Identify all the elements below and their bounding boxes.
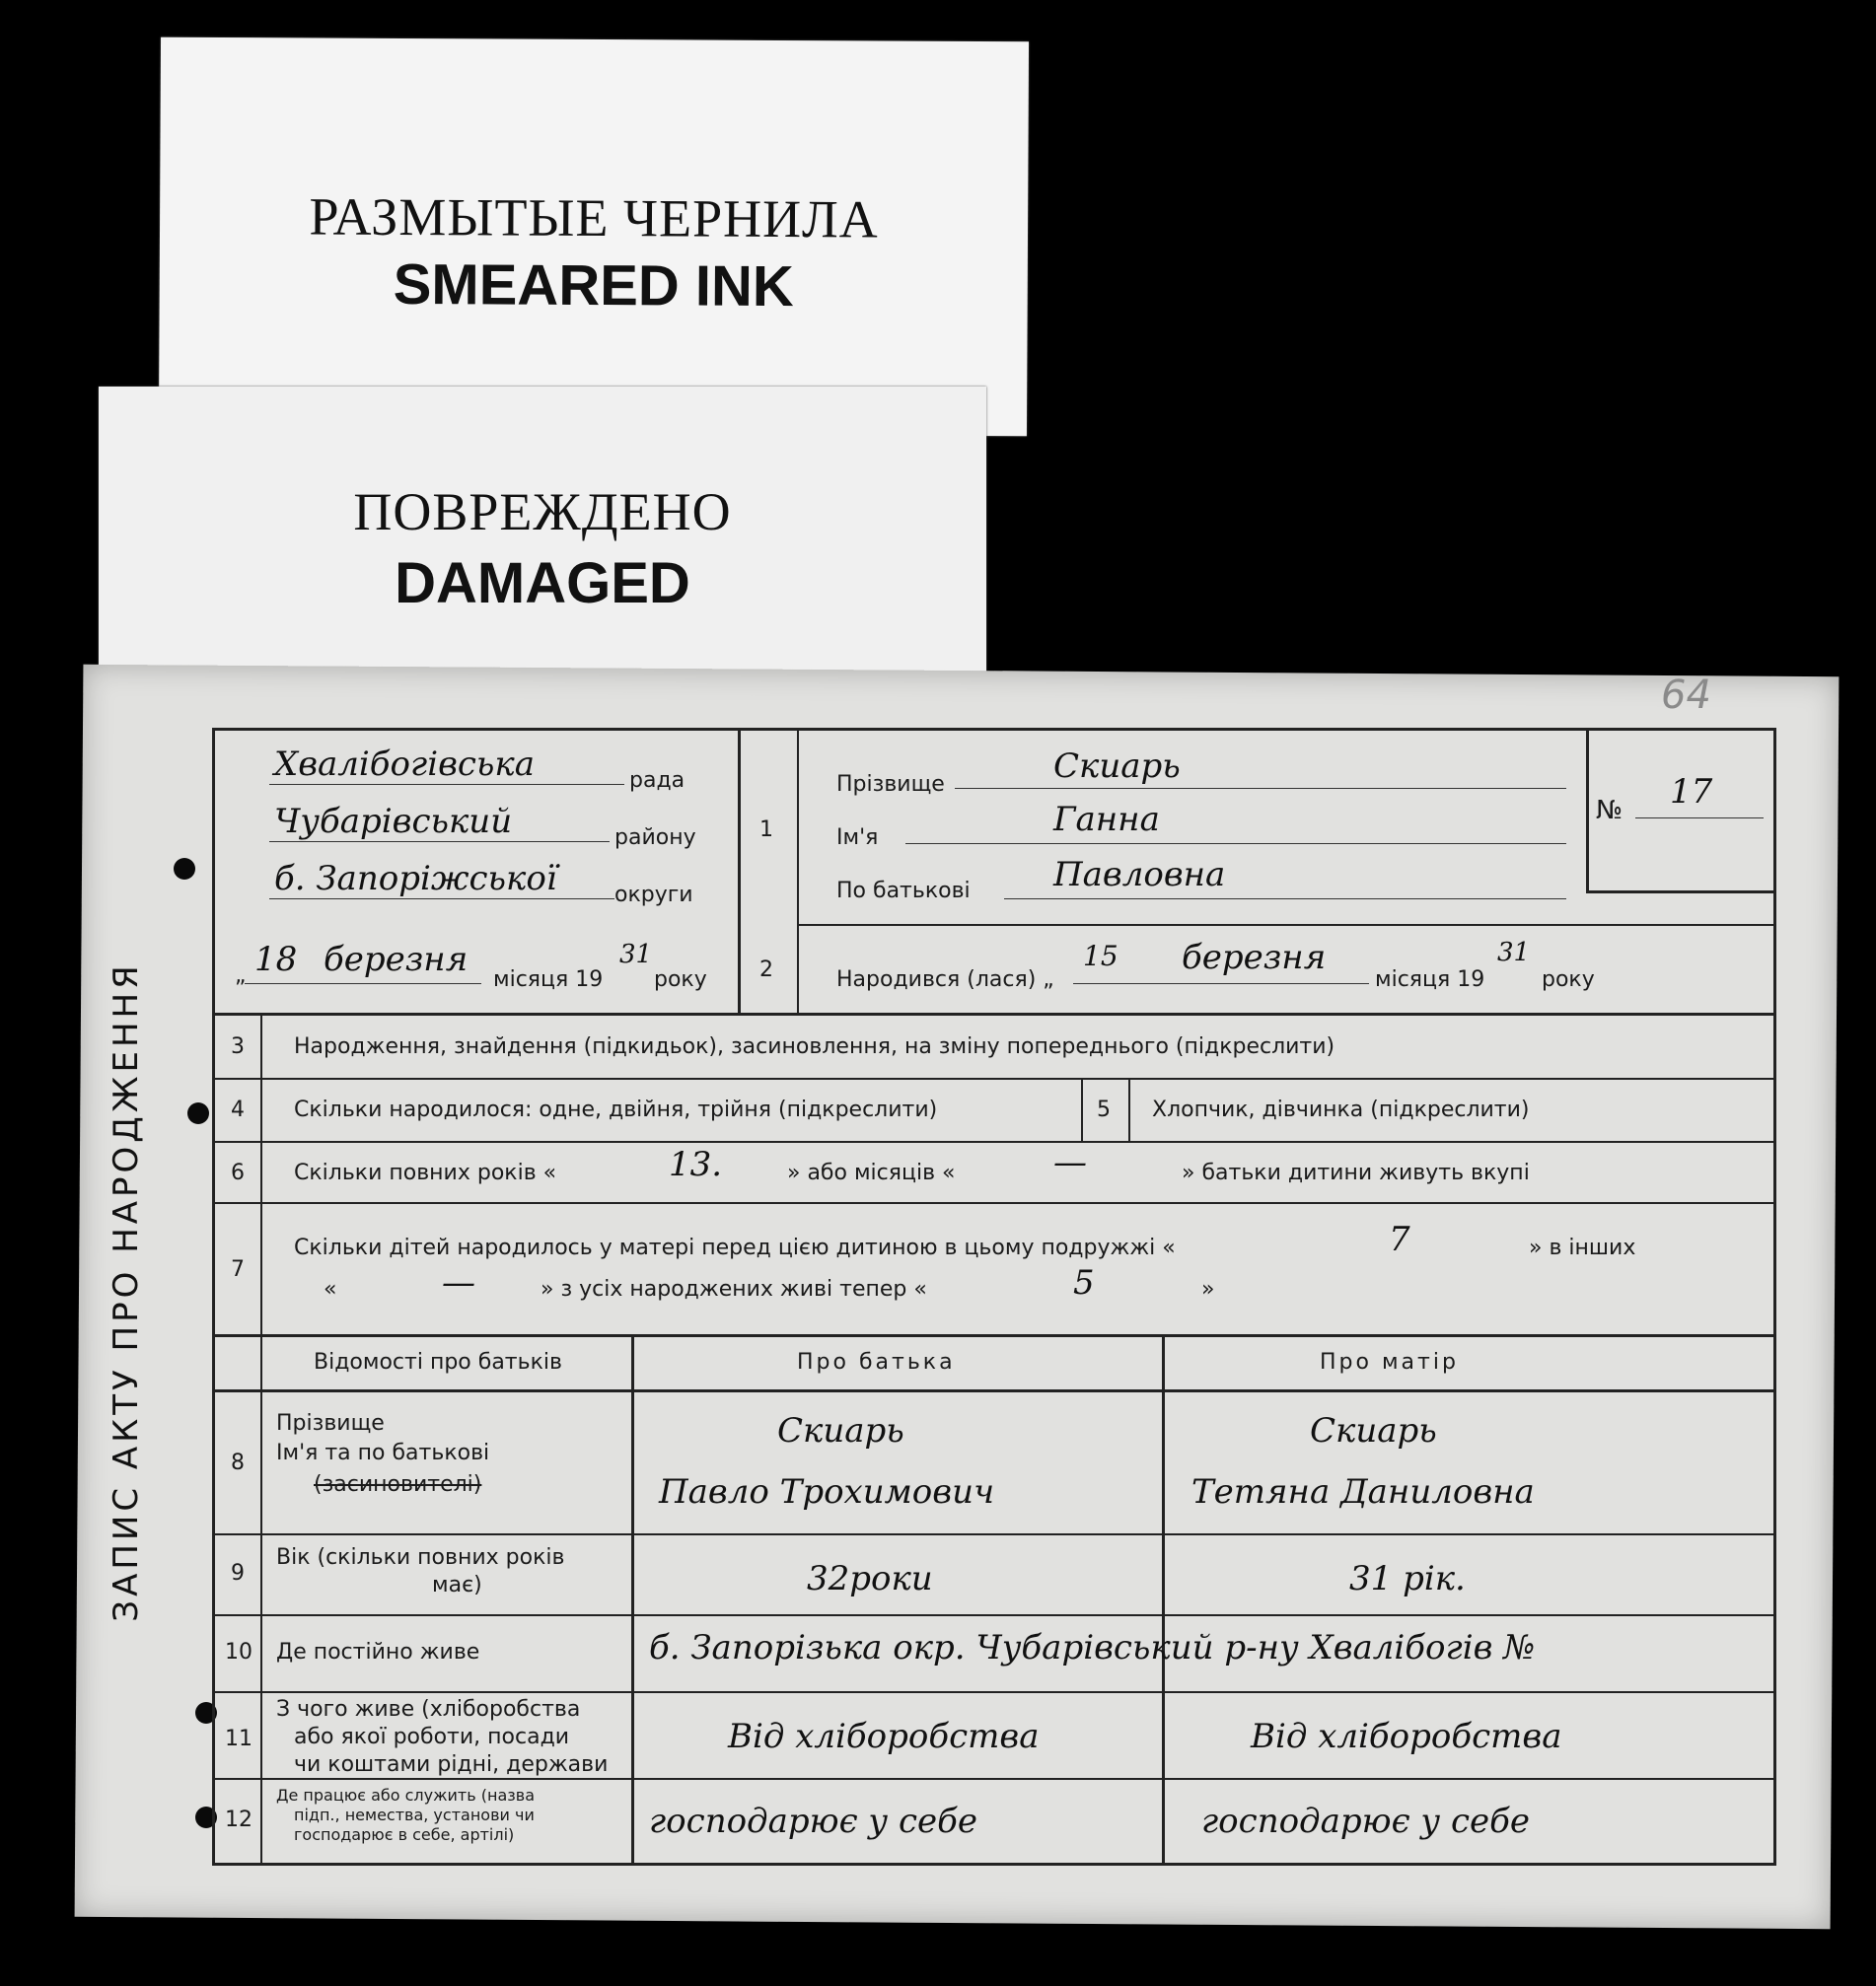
form-side-title: ЗАПИС АКТУ ПРО НАРОДЖЕННЯ	[107, 961, 146, 1622]
table-line	[215, 1389, 1773, 1392]
table-line	[215, 1691, 1773, 1693]
table-line	[1128, 1078, 1130, 1141]
table-line	[215, 1202, 1773, 1204]
row8-label-surname: Прізвище	[276, 1411, 385, 1436]
row-number-4: 4	[231, 1098, 245, 1122]
damaged-russian-text: ПОВРЕЖДЕНО	[353, 482, 732, 541]
record-number-label: №	[1596, 796, 1623, 825]
row11-label-1: З чого живе (хліборобства	[276, 1697, 581, 1722]
mother-column-header: Про матір	[1320, 1350, 1459, 1375]
months-together-value: —	[1053, 1143, 1087, 1182]
patronymic-value: Павловна	[1053, 855, 1226, 894]
father-income: Від хліборобства	[728, 1717, 1040, 1756]
underline	[269, 898, 614, 899]
patronymic-label: По батькові	[836, 879, 971, 903]
name-label: Ім'я	[836, 825, 879, 850]
name-value: Ганна	[1053, 800, 1160, 839]
table-line	[1586, 890, 1773, 893]
row-number-5: 5	[1097, 1098, 1111, 1122]
okruha-label: округи	[614, 883, 693, 907]
children-in-marriage-value: 7	[1389, 1220, 1410, 1259]
rada-label: рада	[629, 768, 685, 793]
underline	[905, 843, 1566, 844]
children-count-label: Скільки дітей народилось у матері перед цією дитиною в цьому подружжі «	[294, 1236, 1176, 1260]
table-line	[631, 1334, 634, 1863]
record-year-label: року	[654, 967, 707, 992]
alive-close-quote: »	[1201, 1277, 1215, 1302]
mother-name: Тетяна Даниловна	[1191, 1472, 1535, 1512]
row-number-7: 7	[231, 1257, 245, 1282]
children-alive-label: » з усіх народжених живі тепер «	[541, 1277, 927, 1302]
table-line	[1162, 1334, 1165, 1863]
smeared-ink-russian-text: РАЗМЫТЫЕ ЧЕРНИЛА	[309, 186, 879, 249]
surname-label: Прізвище	[836, 772, 945, 797]
years-together-value: 13.	[669, 1145, 723, 1184]
parents-info-header: Відомості про батьків	[314, 1350, 562, 1375]
parents-live-together-label: » батьки дитини живуть вкупі	[1182, 1161, 1530, 1185]
born-year: 31	[1497, 938, 1531, 967]
born-label: Народився (лася) „	[836, 967, 1054, 992]
row-number-11: 11	[225, 1727, 253, 1751]
children-alive-value: 5	[1073, 1263, 1095, 1303]
born-year-label: року	[1542, 967, 1595, 992]
row8-label-adopters: (засиновителі)	[314, 1472, 482, 1497]
mother-surname: Скиарь	[1310, 1411, 1437, 1451]
born-month: березня	[1182, 938, 1327, 977]
raion-label: району	[614, 825, 696, 850]
page-number: 64	[1661, 673, 1711, 718]
table-line	[215, 1141, 1773, 1143]
births-count-options: Скільки народилося: одне, двійня, трійня (підкреслити)	[294, 1098, 938, 1122]
table-line	[215, 1078, 1773, 1080]
smeared-ink-label-card	[159, 37, 1029, 437]
born-month-label: місяця 19	[1375, 967, 1485, 992]
smeared-ink-english-text: SMEARED INK	[393, 251, 794, 319]
table-line	[215, 1334, 1773, 1337]
years-together-label: Скільки повних років «	[294, 1161, 557, 1185]
father-name: Павло Трохимович	[659, 1472, 995, 1512]
date-prefix: „	[235, 963, 247, 988]
months-together-label: » або місяців «	[787, 1161, 956, 1185]
underline	[955, 788, 1566, 789]
table-line	[215, 1778, 1773, 1780]
record-month: березня	[324, 940, 469, 979]
row-number-2: 2	[759, 958, 773, 982]
damaged-english-text: DAMAGED	[395, 551, 690, 615]
father-age: 32роки	[807, 1559, 933, 1598]
raion-value: Чубарівський	[274, 802, 513, 841]
mother-work: господарює у себе	[1201, 1802, 1530, 1841]
father-surname: Скиарь	[777, 1411, 904, 1451]
row12-label-2: підп., немества, установи чи	[294, 1806, 535, 1824]
row12-label-1: Де працює або служить (назва	[276, 1786, 536, 1805]
father-column-header: Про батька	[797, 1350, 956, 1375]
table-line	[1081, 1078, 1083, 1141]
birth-record-table	[212, 728, 1776, 1866]
punch-hole	[187, 1102, 209, 1124]
row-number-1: 1	[759, 817, 773, 842]
children-other-label: » в інших	[1529, 1236, 1636, 1260]
birth-type-options: Народження, знайдення (підкидьок), засиновлення, на зміну попереднього (підкреслити)	[294, 1034, 1335, 1059]
damaged-label-card	[99, 387, 986, 682]
row12-label-3: господарює в себе, артілі)	[294, 1825, 515, 1844]
record-day: 18	[254, 940, 298, 979]
underline	[269, 841, 610, 842]
table-line	[215, 1614, 1773, 1616]
underline	[1073, 983, 1369, 984]
sex-options: Хлопчик, дівчинка (підкреслити)	[1152, 1098, 1530, 1122]
other-open-quote: «	[324, 1277, 337, 1302]
row9-label-age: Вік (скільки повних років	[276, 1545, 565, 1570]
row-number-8: 8	[231, 1451, 245, 1475]
row-number-9: 9	[231, 1561, 245, 1586]
table-line	[797, 924, 1773, 926]
row-number-6: 6	[231, 1161, 245, 1185]
table-line	[215, 1533, 1773, 1535]
record-number-value: 17	[1670, 772, 1713, 812]
residence-value: б. Запорізька окр. Чубарівський р-ну Хвалібогів №	[649, 1628, 1536, 1667]
mother-age: 31 рік.	[1349, 1559, 1466, 1598]
record-month-label: місяця 19	[493, 967, 604, 992]
rada-value: Хвалібогівська	[274, 745, 535, 784]
row9-label-has: має)	[432, 1573, 482, 1597]
row-number-10: 10	[225, 1640, 253, 1665]
row-number-3: 3	[231, 1034, 245, 1059]
table-line	[215, 1013, 1773, 1016]
row11-label-3: чи коштами рідні, держави	[294, 1752, 609, 1777]
table-line	[797, 731, 799, 1013]
born-day: 15	[1083, 940, 1118, 972]
row-number-12: 12	[225, 1808, 253, 1832]
surname-value: Скиарь	[1053, 746, 1181, 786]
row10-label-residence: Де постійно живе	[276, 1640, 480, 1665]
row11-label-2: або якої роботи, посади	[294, 1725, 570, 1749]
punch-hole	[174, 858, 195, 880]
okruha-value: б. Запоріжської	[274, 859, 557, 898]
record-year: 31	[619, 940, 653, 969]
underline	[1635, 817, 1764, 818]
father-work: господарює у себе	[649, 1802, 977, 1841]
underline	[1004, 898, 1566, 899]
underline	[245, 983, 481, 984]
underline	[269, 784, 624, 785]
mother-income: Від хліборобства	[1251, 1717, 1562, 1756]
table-line	[1586, 731, 1589, 890]
row8-label-name: Ім'я та по батькові	[276, 1441, 490, 1465]
table-line	[738, 731, 741, 1013]
children-other-value: —	[442, 1263, 475, 1303]
